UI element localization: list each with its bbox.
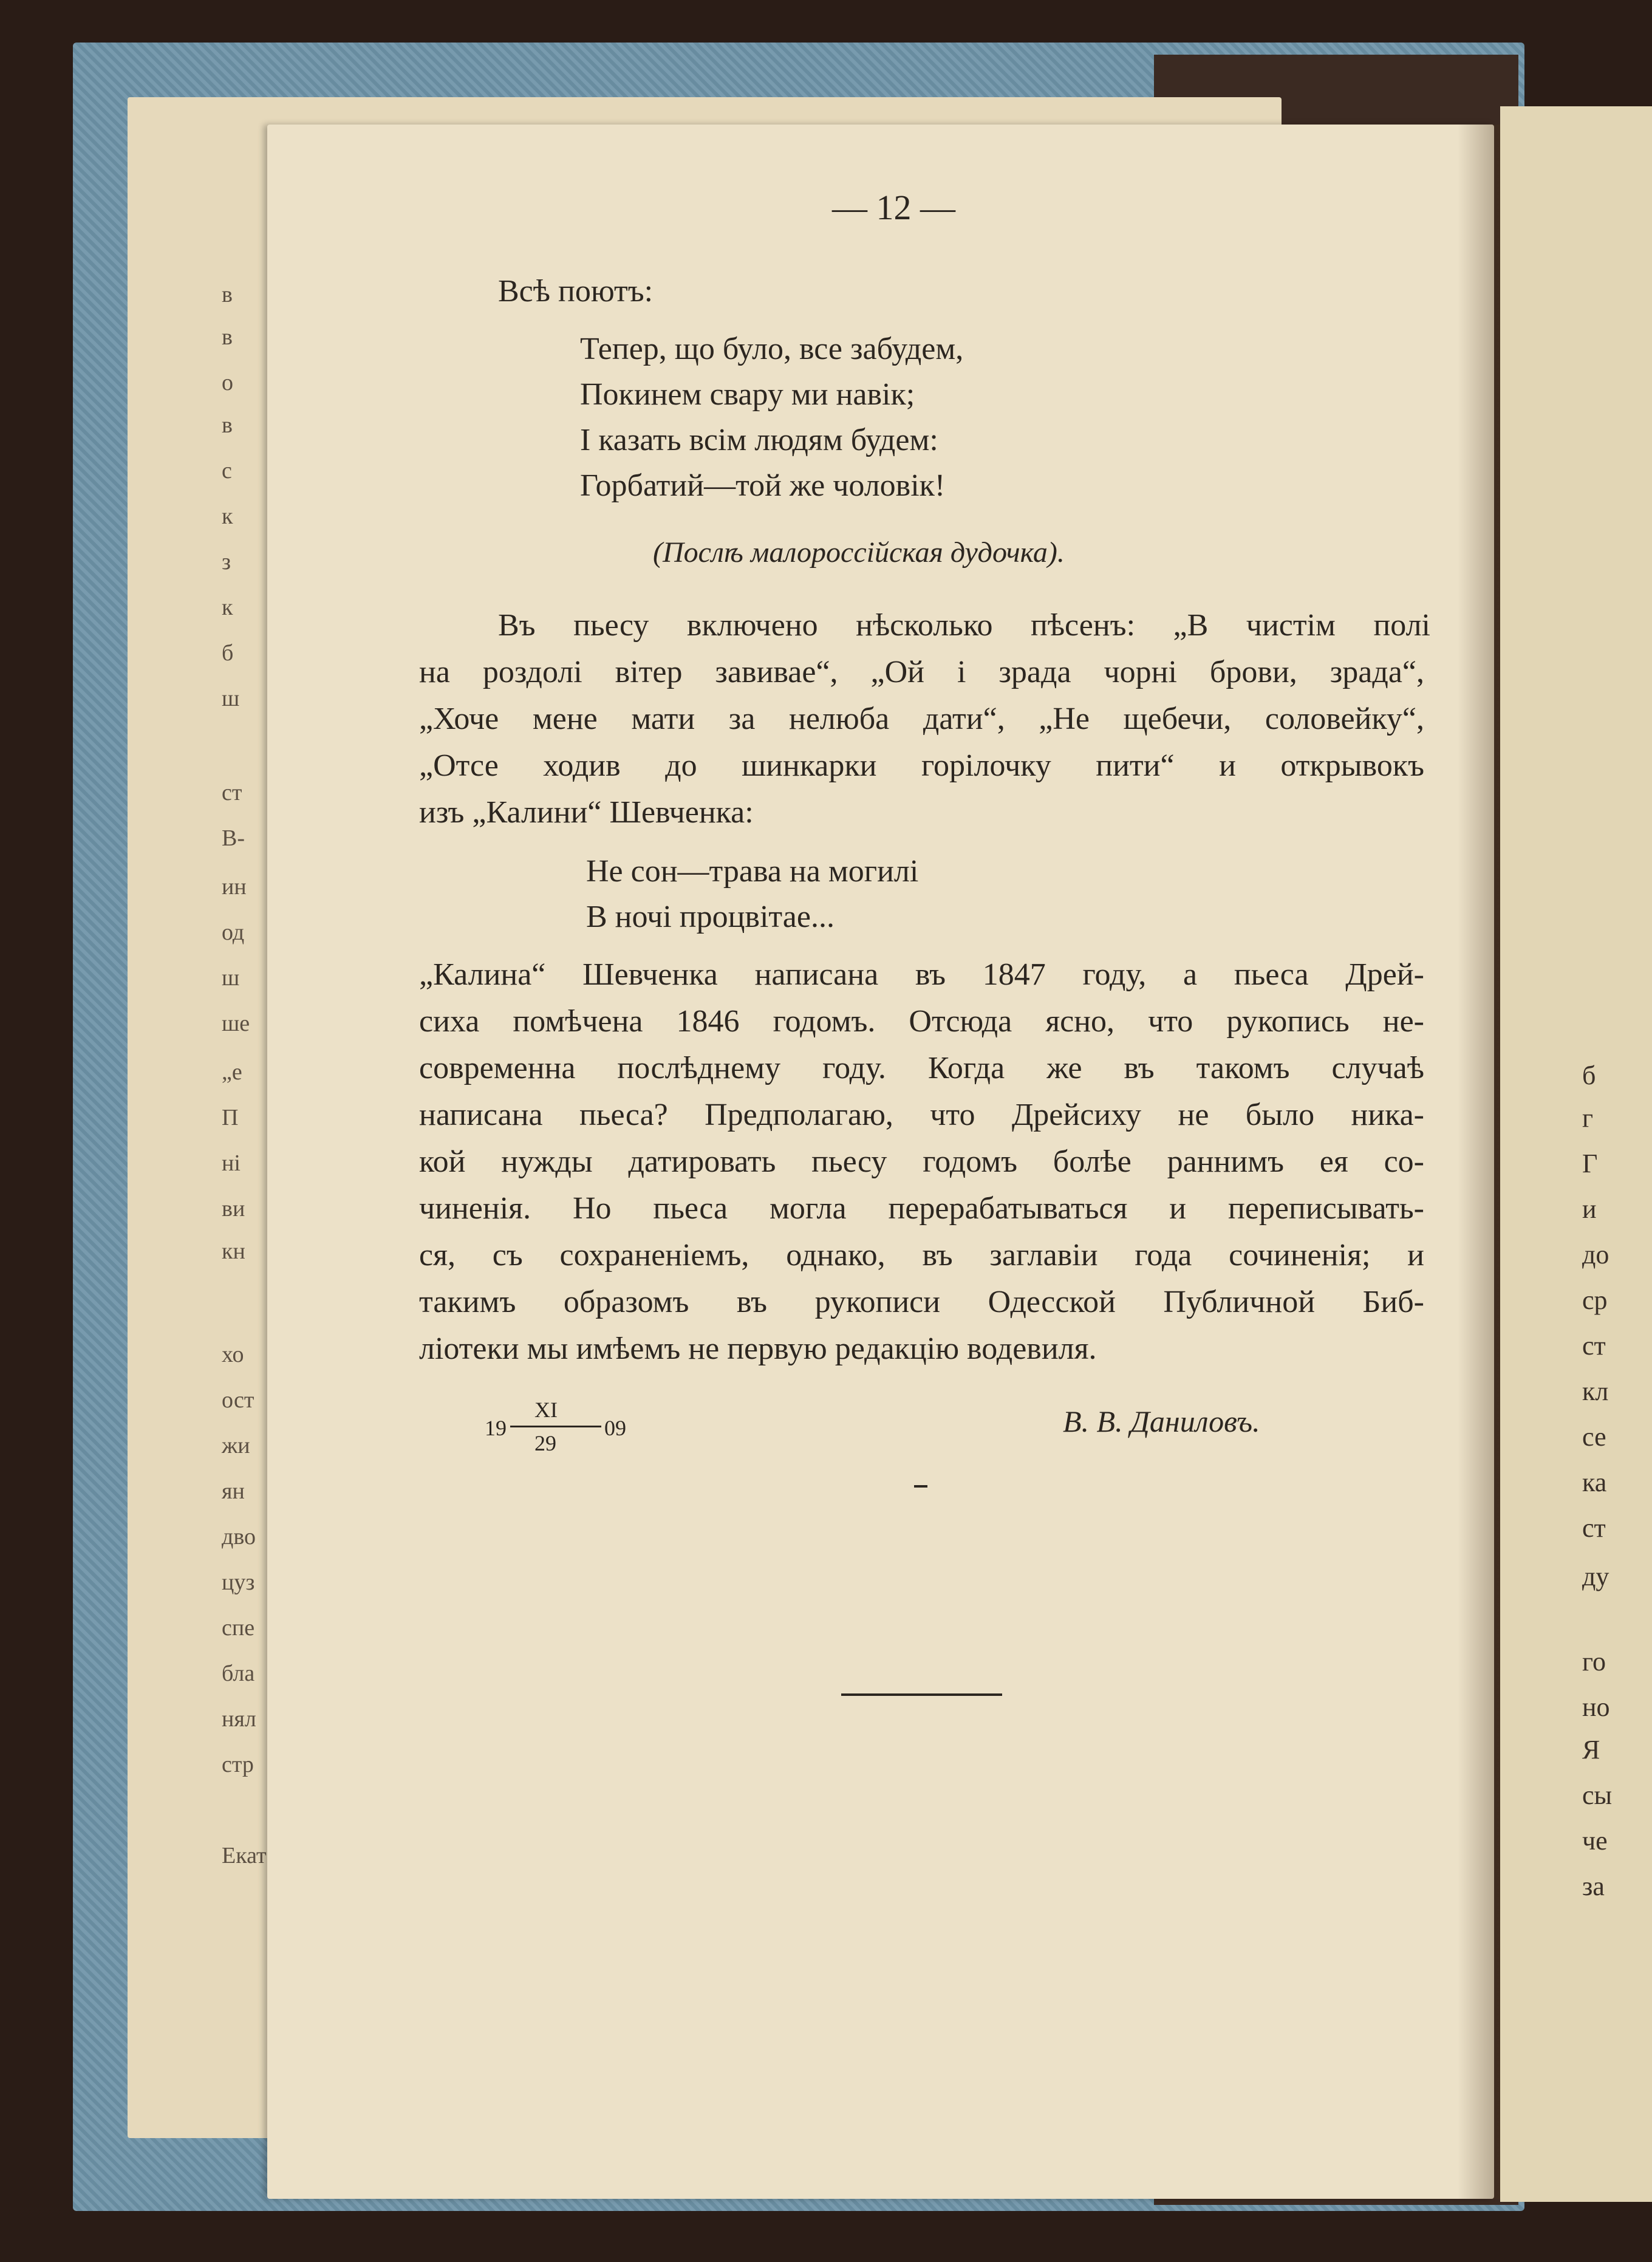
right-page-fragment: сы xyxy=(1582,1780,1613,1810)
paragraph-line: написана пьеса? Предполагаю, что Дрейсиху не было ника- xyxy=(419,1098,1424,1132)
paragraph-line: изъ „Калини“ Шевченка: xyxy=(419,795,754,830)
right-page-fragment: ка xyxy=(1582,1468,1607,1497)
short-dash xyxy=(914,1485,927,1488)
right-page-fragment: ср xyxy=(1582,1285,1608,1315)
right-facing-page xyxy=(1500,106,1652,2202)
quote-line: Не сон—трава на могилі xyxy=(586,854,919,889)
right-page-fragment: ст xyxy=(1582,1331,1606,1361)
verse-line: І казать всім людям будем: xyxy=(580,423,938,457)
right-page-fragment: до xyxy=(1582,1240,1609,1269)
right-page-fragment: но xyxy=(1582,1692,1610,1722)
right-page-fragment: се xyxy=(1582,1422,1606,1452)
paragraph-line: современна послѣднему году. Когда же въ такомъ случаѣ xyxy=(419,1051,1424,1085)
right-page-fragment: б xyxy=(1582,1061,1596,1090)
right-page-fragment: кл xyxy=(1582,1376,1609,1406)
verse-line: Покинем свару ми навік; xyxy=(580,377,915,412)
paragraph-line: „Отсе ходив до шинкарки горілочку пити“ и открывокъ xyxy=(419,748,1424,783)
paragraph-line: ся, съ сохраненіемъ, однако, въ заглавіи года сочиненія; и xyxy=(419,1238,1424,1273)
paragraph-line: такимъ образомъ въ рукописи Одесской Публичной Биб- xyxy=(419,1285,1424,1319)
paragraph-line: ліотеки мы имѣемъ не первую редакцію водевиля. xyxy=(419,1331,1097,1366)
paragraph-line: Въ пьесу включено нѣсколько пѣсенъ: „В чистім полі xyxy=(498,608,1430,643)
paragraph-line: на роздолі вітер завивае“, „Ой і зрада чорні брови, зрада“, xyxy=(419,655,1424,689)
right-page-fragment: г xyxy=(1582,1103,1594,1133)
right-page-fragment: Г xyxy=(1582,1149,1598,1178)
date-fraction-bar xyxy=(510,1426,601,1427)
right-page-fragment: ду xyxy=(1582,1562,1609,1591)
paragraph-line: „Хоче мене мати за нелюба дати“, „Не щебечи, соловейку“, xyxy=(419,702,1424,736)
verse-line: Тепер, що було, все забудем, xyxy=(580,332,964,366)
date-year-left: 19 xyxy=(485,1416,507,1440)
quote-line: В ночі процвітае... xyxy=(586,900,835,934)
closing-rule xyxy=(841,1693,1002,1696)
right-page-fragment: ст xyxy=(1582,1513,1606,1543)
author-signature: В. В. Даниловъ. xyxy=(1063,1404,1260,1438)
chorus-intro: Всѣ поютъ: xyxy=(498,274,654,309)
paragraph-line: сиха помѣчена 1846 годомъ. Отсюда ясно, что рукопись не- xyxy=(419,1004,1424,1039)
right-page-fragment: за xyxy=(1582,1871,1605,1901)
page-gutter xyxy=(1458,125,1500,2199)
date-month: XI xyxy=(534,1398,558,1422)
date-year-right: 09 xyxy=(604,1416,626,1440)
right-page-fragment: го xyxy=(1582,1647,1606,1676)
page-number: — 12 — xyxy=(832,188,955,227)
date-day: 29 xyxy=(534,1431,556,1455)
stage-direction: (Послѣ малороссійская дудочка). xyxy=(653,536,1065,569)
right-page-fragment: че xyxy=(1582,1826,1608,1856)
paragraph-line: кой нужды датировать пьесу годомъ болѣе раннимъ ея со- xyxy=(419,1144,1424,1179)
verse-line: Горбатий—той же чоловік! xyxy=(580,468,946,503)
paragraph-line: „Калина“ Шевченка написана въ 1847 году, а пьеса Дрей- xyxy=(419,957,1424,992)
paragraph-line: чиненія. Но пьеса могла перерабатываться и переписывать- xyxy=(419,1191,1424,1226)
right-page-fragment: Я xyxy=(1582,1735,1600,1765)
right-page-fragment: и xyxy=(1582,1194,1597,1224)
